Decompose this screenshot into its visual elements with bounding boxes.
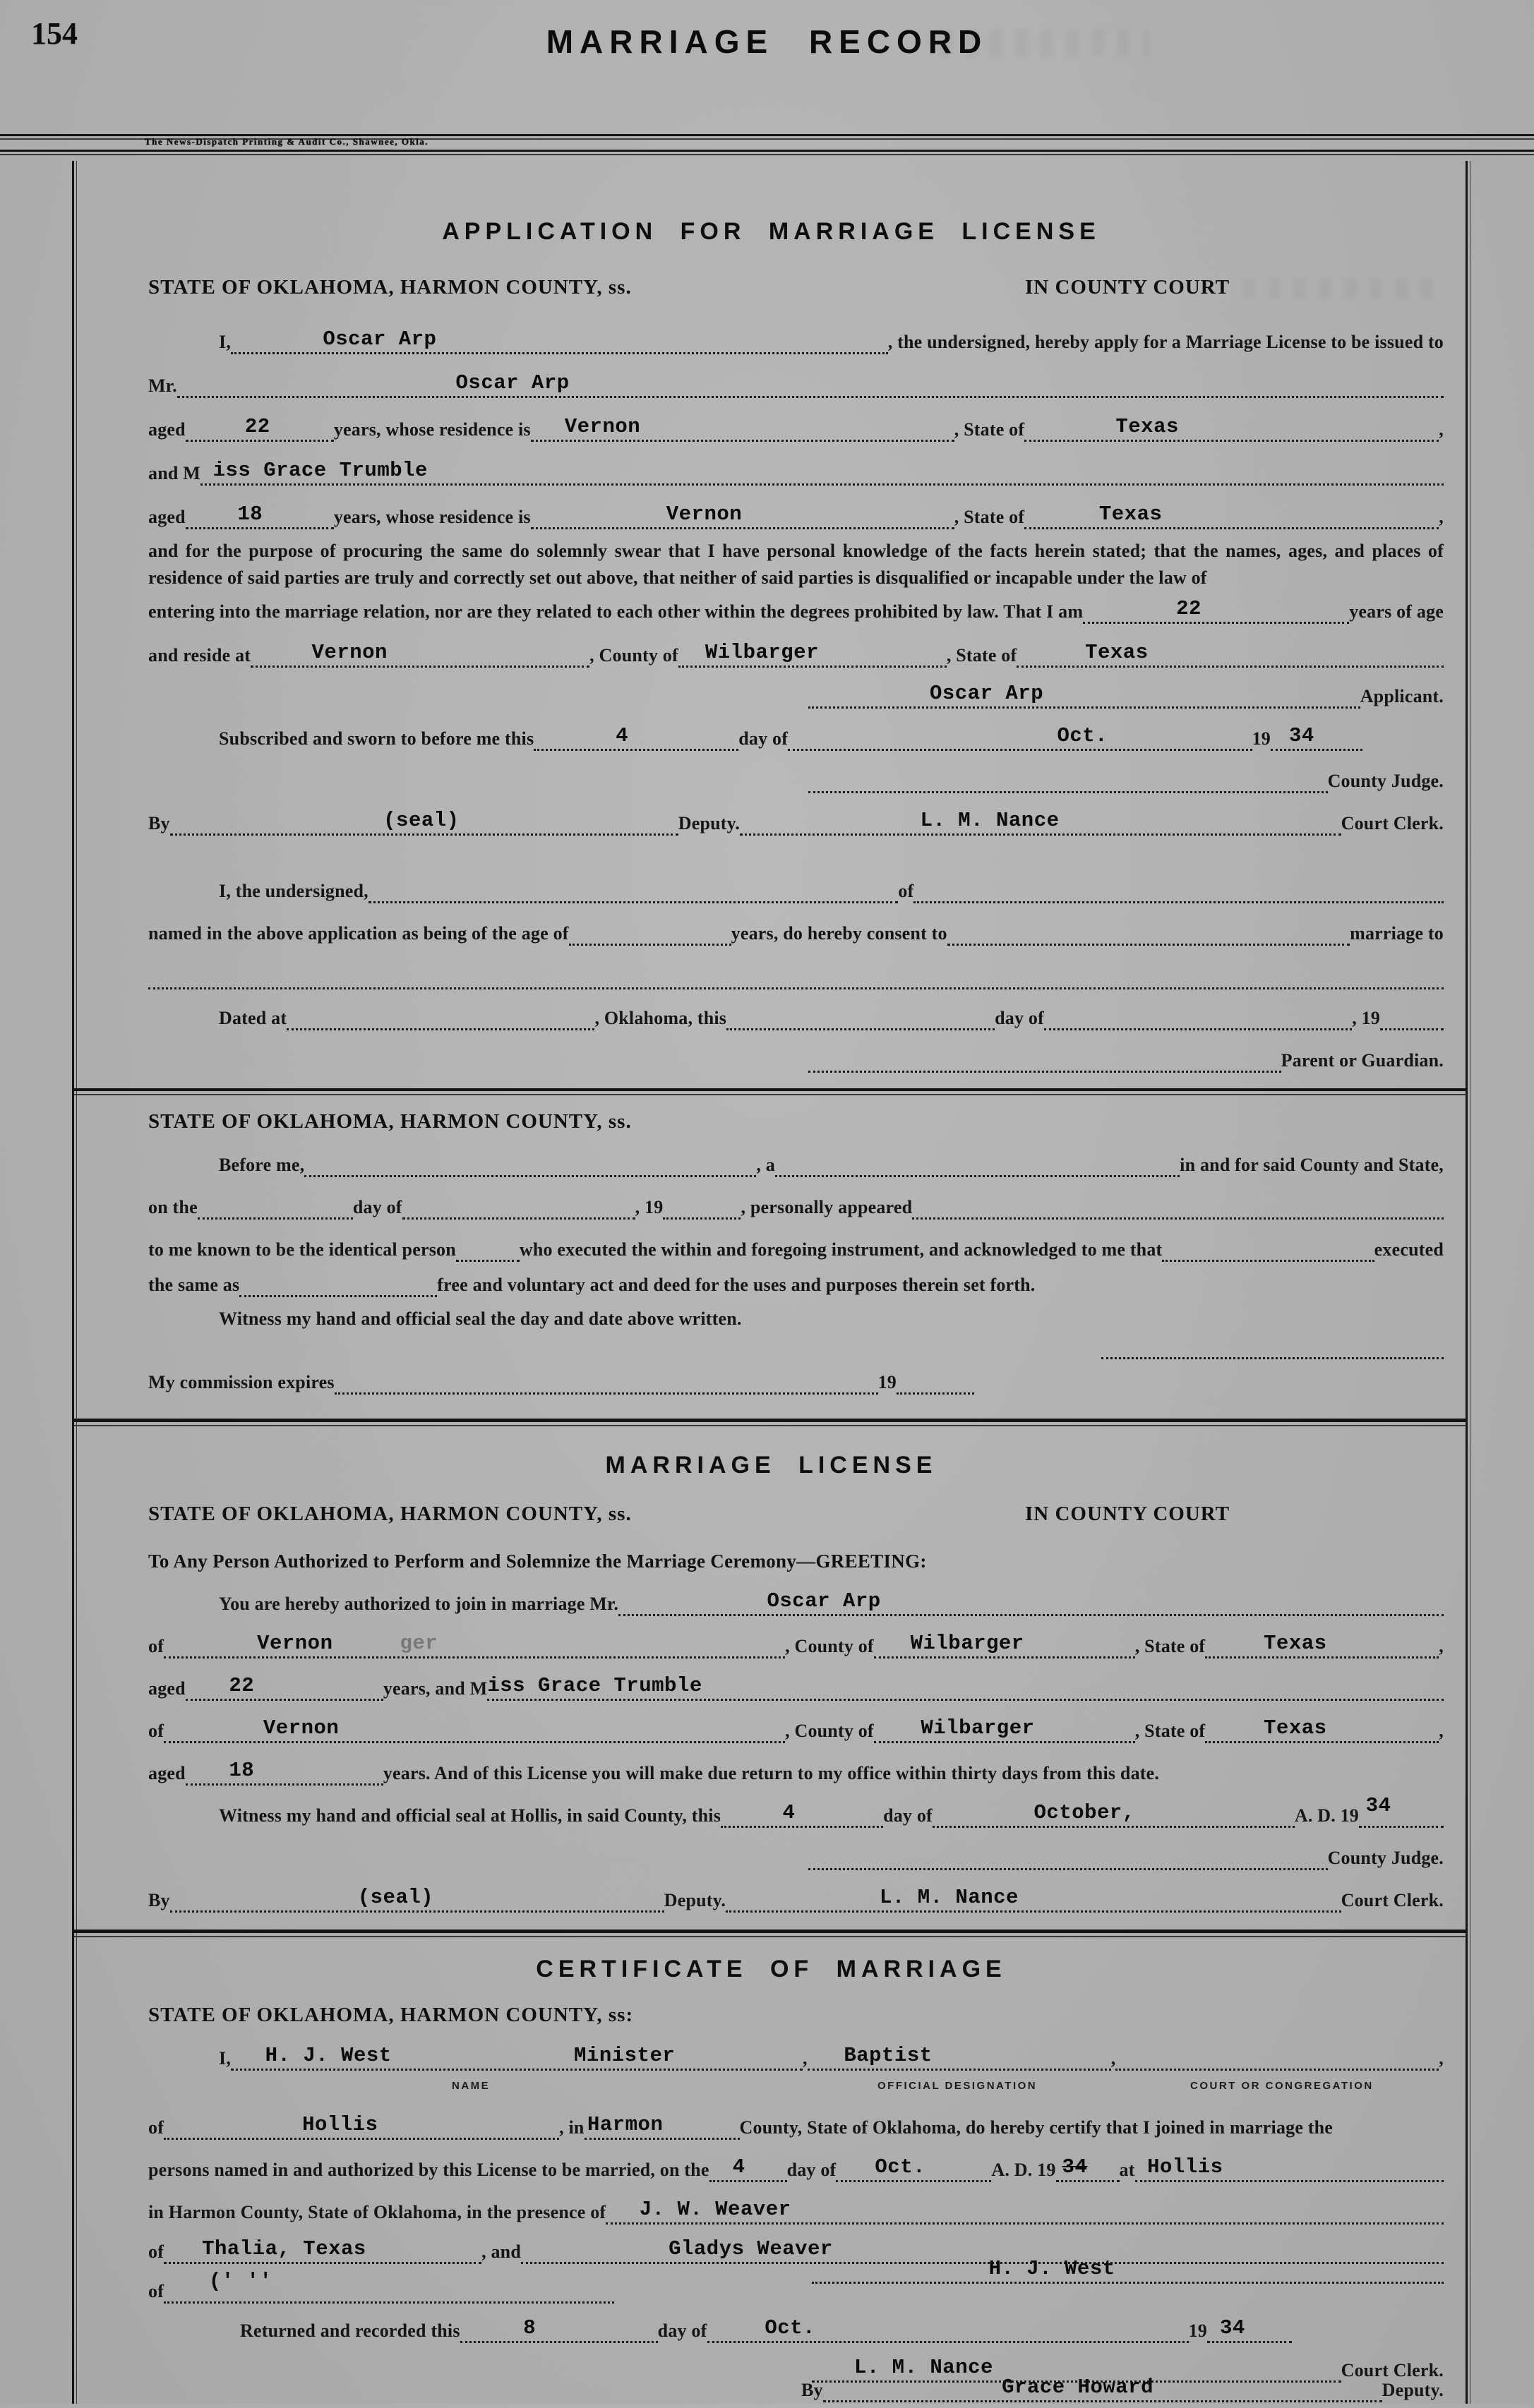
license-court: IN COUNTY COURT — [1025, 1503, 1230, 1525]
label: aged — [148, 507, 186, 528]
blank-consent-day — [726, 1004, 995, 1030]
notary-commission-row — [148, 1369, 974, 1400]
label: free and voluntary act and deed for the uses and purposes therein set forth. — [437, 1275, 1036, 1296]
label: County, State of Oklahoma, do hereby certify that I joined in marriage the — [739, 2117, 1334, 2138]
section-divider — [74, 1419, 1466, 1422]
typed-bride-residence: Vernon — [666, 502, 743, 526]
label: , — [1439, 1721, 1444, 1742]
label: , County of — [785, 1721, 874, 1742]
typed-returned-day: 8 — [523, 2316, 537, 2340]
blank-bride-age — [186, 503, 334, 529]
typed-seal: (seal) — [383, 809, 460, 832]
typed-marriage-year: 34 — [1062, 2155, 1088, 2179]
label: , in — [559, 2117, 585, 2138]
application-line-6 — [148, 598, 1444, 630]
label: 19 — [1188, 2320, 1207, 2342]
judge-label: County Judge. — [1327, 771, 1444, 792]
label: , State of — [954, 419, 1025, 440]
label: By — [148, 813, 170, 834]
blank-bride-state — [1024, 503, 1439, 529]
divider — [0, 150, 1534, 152]
license-greeting: To Any Person Authorized to Perform and Solemnize the Marriage Ceremony—GREETING: — [148, 1551, 927, 1572]
blank-license-groom — [618, 1590, 1444, 1616]
label: day of — [786, 2160, 837, 2181]
typed-license-month: October, — [1033, 1801, 1135, 1824]
license-greeting-row — [148, 1548, 1444, 1579]
application-line-5 — [148, 504, 1444, 535]
blank-license-bride-state — [1205, 1717, 1439, 1743]
label: You are hereby authorized to join in marriage Mr. — [219, 1594, 619, 1615]
typed-bride-name: iss Grace Trumble — [212, 459, 428, 482]
label: , and — [481, 2241, 521, 2263]
blank-marriage-month — [836, 2156, 991, 2182]
license-heading: MARRIAGE LICENSE — [605, 1452, 937, 1479]
certificate-heading: CERTIFICATE OF MARRIAGE — [536, 1956, 1007, 1982]
certificate-line-6-left — [148, 2270, 614, 2309]
application-line-3 — [148, 416, 1444, 447]
typed-certificate-clerk: L. M. Nance — [853, 2356, 993, 2379]
printer-imprint: The News-Dispatch Printing & Audit Co., Shawnee, Okla. — [145, 136, 429, 147]
consent-line-2 — [148, 920, 1444, 951]
label: Witness my hand and official seal the day and date above written. — [219, 1308, 742, 1330]
blank-license-groom-state — [1205, 1632, 1439, 1658]
label: A. D. 19 — [991, 2160, 1056, 2181]
label: 19 — [1252, 728, 1271, 750]
blank-officiant-residence — [164, 2114, 559, 2140]
blank-affiant-state — [1017, 642, 1444, 668]
blank-returned-month — [707, 2317, 1189, 2343]
blank-witness-1-residence — [164, 2238, 481, 2264]
blank-bride-residence — [531, 503, 954, 529]
label: named in the above application as being of the age of — [148, 923, 569, 944]
blank-license-bride — [487, 1675, 1444, 1701]
typed-bride-age: 18 — [237, 502, 263, 526]
blank-notary-title — [775, 1151, 1180, 1177]
license-line-1 — [219, 1591, 1444, 1622]
typed-witness-1-residence: Thalia, Texas — [202, 2237, 366, 2260]
typed-license-bride-state: Texas — [1264, 1716, 1327, 1740]
typed-applicant-signature: Oscar Arp — [929, 682, 1044, 705]
typed-groom-state: Texas — [1115, 415, 1179, 438]
label: years of age — [1349, 601, 1444, 622]
blank-affiant-age — [1083, 598, 1349, 624]
section-divider — [74, 1094, 1466, 1095]
section-divider — [74, 1088, 1466, 1091]
license-line-2 — [148, 1633, 1444, 1664]
blank-officiant-signature — [812, 2258, 1444, 2284]
section-divider — [74, 1936, 1466, 1937]
label: , personally appeared — [741, 1197, 913, 1218]
blank-license-seal — [170, 1886, 664, 1913]
blank-witness-2-residence — [164, 2270, 614, 2304]
blank-sworn-month — [788, 725, 1252, 751]
deputy-label: Deputy. — [678, 813, 741, 834]
blank-groom-state — [1024, 416, 1439, 442]
typed-groom-age: 22 — [244, 415, 270, 438]
notary-signature-row — [1101, 1334, 1444, 1365]
application-line-1 — [219, 329, 1444, 360]
right-border — [1466, 161, 1468, 2404]
application-heading: APPLICATION FOR MARRIAGE LICENSE — [442, 218, 1101, 245]
blank-seal — [170, 809, 678, 836]
blank-notary-month — [402, 1193, 635, 1220]
left-border-echo — [76, 161, 77, 2404]
blank-officiant-designation — [808, 2045, 1111, 2071]
blank-returned-day — [460, 2317, 658, 2343]
typed-license-seal: (seal) — [357, 1886, 434, 1909]
label: , State of — [1134, 1636, 1206, 1657]
typed-sworn-day: 4 — [616, 724, 629, 747]
label: Mr. — [148, 375, 177, 397]
blank-marriage-day — [709, 2156, 787, 2182]
application-judge-row — [808, 768, 1444, 799]
blank-license-groom-age — [186, 1675, 383, 1701]
label: aged — [148, 419, 186, 440]
label: , — [1439, 2048, 1444, 2069]
typed-groom-residence: Vernon — [564, 415, 641, 438]
typed-certificate-deputy: Grace Howard — [1002, 2376, 1154, 2399]
label: entering into the marriage relation, nor are they related to each other within the degrees prohibited by law. That I am — [148, 601, 1084, 622]
blank-consent-to — [947, 920, 1350, 946]
judge-label: County Judge. — [1327, 1848, 1444, 1869]
label: Dated at — [219, 1008, 287, 1029]
clerk-label: Court Clerk. — [1341, 2360, 1444, 2381]
blank-commission-date — [335, 1368, 878, 1395]
application-line-7 — [148, 642, 1444, 673]
blank-affiant-residence — [251, 642, 589, 668]
blank-officiant-congregation — [1115, 2045, 1439, 2071]
label: day of — [738, 728, 789, 750]
clerk-label: Court Clerk. — [1341, 1890, 1444, 1911]
blank-consent-age — [569, 920, 731, 946]
typed-affiant-state: Texas — [1085, 641, 1149, 664]
typed-license-bride-age: 18 — [229, 1759, 255, 1782]
label: , State of — [1134, 1721, 1206, 1742]
typed-marriage-day: 4 — [732, 2155, 745, 2179]
typed-sworn-year: 34 — [1289, 724, 1314, 747]
blank-notary-day — [198, 1193, 353, 1220]
blank-license-bride-county — [874, 1717, 1135, 1743]
consent-line-4 — [219, 1005, 1444, 1036]
consent-line-3 — [148, 964, 1444, 995]
blank-license-clerk — [726, 1886, 1341, 1913]
label: , — [1110, 2048, 1116, 2069]
label: years. And of this License you will make due return to my office within thirty days from this date. — [383, 1763, 1160, 1784]
typed-license-groom-age: 22 — [229, 1674, 255, 1697]
typed-sworn-month: Oct. — [1057, 724, 1108, 747]
label: years, and M — [383, 1678, 488, 1699]
license-line-5 — [148, 1760, 1444, 1791]
blank-officiant-county — [585, 2114, 740, 2140]
label: years, whose residence is — [333, 419, 531, 440]
label: executed — [1374, 1239, 1444, 1260]
field-label-official-designation: OFFICIAL DESIGNATION — [877, 2080, 1038, 2092]
label: , a — [756, 1155, 775, 1176]
label: of — [148, 2281, 164, 2302]
label: I, — [219, 2048, 232, 2069]
typed-clerk-name: L. M. Nance — [920, 809, 1060, 832]
label: , — [1439, 1636, 1444, 1657]
blank-groom-age — [186, 416, 334, 442]
blank-commission-year — [897, 1368, 974, 1395]
label: I, — [219, 332, 232, 353]
typed-ditto-marks: (' '' — [208, 2270, 272, 2293]
label: By — [148, 1890, 170, 1911]
license-judge-row — [808, 1845, 1444, 1876]
label: , the undersigned, hereby apply for a Marriage License to be issued to — [887, 332, 1444, 353]
blank-consent-place — [287, 1004, 594, 1030]
application-line-4 — [148, 460, 1444, 491]
blank-license-groom-residence — [164, 1632, 785, 1658]
label: day of — [883, 1805, 933, 1826]
license-line-3 — [148, 1675, 1444, 1706]
blank-guardian-signature — [808, 1047, 1281, 1073]
typed-marriage-month: Oct. — [875, 2155, 926, 2179]
consent-guardian-row — [808, 1047, 1444, 1078]
blank-license-bride-residence — [164, 1717, 785, 1743]
page-title: MARRIAGE RECORD — [546, 23, 988, 60]
blank-notary-signature — [1101, 1333, 1444, 1359]
notary-witness-row — [219, 1306, 1348, 1337]
blank-license-judge — [808, 1844, 1328, 1870]
blank-sworn-day — [534, 725, 738, 751]
notary-line-1 — [219, 1152, 1444, 1183]
blank-notary-name — [304, 1151, 756, 1177]
blank-witness-1 — [606, 2198, 1444, 2225]
blank-certificate-deputy — [823, 2376, 1382, 2402]
blank-consent-continuation — [148, 963, 1444, 989]
label: I, the undersigned, — [219, 881, 368, 902]
typed-ghost-overstrike: ger — [400, 1632, 438, 1655]
blank-license-day — [721, 1802, 883, 1828]
application-line-2 — [148, 373, 1444, 404]
label: day of — [352, 1197, 402, 1218]
typed-affiant-county: Wilbarger — [705, 641, 819, 664]
consent-line-1 — [219, 878, 1444, 909]
typed-license-groom-state: Texas — [1264, 1632, 1327, 1655]
applicant-label: Applicant. — [1360, 686, 1444, 707]
application-state-county: STATE OF OKLAHOMA, HARMON COUNTY, ss. — [148, 276, 632, 299]
typed-returned-year: 34 — [1220, 2316, 1245, 2340]
blank-license-month — [933, 1802, 1295, 1828]
typed-license-groom: Oscar Arp — [767, 1589, 881, 1613]
label: Witness my hand and official seal at Hollis, in said County, this — [219, 1805, 721, 1826]
application-oath-paragraph: and for the purpose of procuring the same do solemnly swear that I have personal knowledge of the facts herein stated; that the names, ages, and places of residence of said parties are truly and correctly set out above, that neither of said parties is disqualified or incapable under the law of — [148, 541, 1444, 588]
blank-notary-year — [663, 1193, 741, 1220]
label: the same as — [148, 1275, 240, 1296]
typed-bride-state: Texas — [1098, 502, 1163, 526]
blank-marriage-year — [1056, 2156, 1120, 2182]
license-witness-row — [219, 1794, 1444, 1834]
label: Subscribed and sworn to before me this — [219, 728, 534, 750]
notary-line-2 — [148, 1194, 1444, 1225]
label: , 19 — [635, 1197, 664, 1218]
label: in Harmon County, State of Oklahoma, in the presence of — [148, 2202, 606, 2223]
blank-license-groom-county — [874, 1632, 1135, 1658]
label: and M — [148, 463, 200, 484]
typed-officiant-name: H. J. West — [265, 2044, 392, 2067]
typed-officiant-county: Harmon — [587, 2113, 664, 2136]
blank-affiant-county — [678, 642, 947, 668]
typed-license-bride-county: Wilbarger — [921, 1716, 1035, 1740]
typed-license-year: 34 — [1365, 1794, 1391, 1817]
blank-consent-name — [368, 877, 899, 903]
notary-state-county: STATE OF OKLAHOMA, HARMON COUNTY, ss. — [148, 1110, 632, 1133]
blank-notary-that — [1162, 1236, 1374, 1262]
typed-applicant-name: Oscar Arp — [323, 327, 437, 351]
label: , — [1439, 507, 1444, 528]
label: years, do hereby consent to — [731, 923, 947, 944]
label: , 19 — [1352, 1008, 1380, 1029]
typed-license-bride: iss Grace Trumble — [487, 1674, 702, 1697]
label: Before me, — [219, 1155, 305, 1176]
label: of — [148, 2241, 164, 2263]
typed-officiant-signature: H. J. West — [988, 2257, 1115, 2280]
typed-witness-2: Gladys Weaver — [669, 2237, 833, 2260]
blank-returned-year — [1207, 2317, 1292, 2343]
label: day of — [657, 2320, 707, 2342]
label: at — [1119, 2160, 1135, 2181]
deputy-label: Deputy. — [1382, 2380, 1444, 2401]
label: , State of — [946, 645, 1017, 666]
label: of — [148, 2117, 164, 2138]
label: , — [1439, 419, 1444, 440]
blank-license-year — [1359, 1794, 1444, 1828]
page-number: 154 — [31, 16, 78, 51]
typed-license-groom-residence: Vernon — [257, 1632, 333, 1655]
typed-license-clerk: L. M. Nance — [880, 1886, 1019, 1909]
blank-applicant-signature — [808, 682, 1360, 709]
label: , Oklahoma, this — [594, 1008, 727, 1029]
label: marriage to — [1350, 923, 1444, 944]
label: , — [803, 2048, 808, 2069]
label: years, whose residence is — [333, 507, 531, 528]
blank-notary-appeared — [912, 1193, 1444, 1220]
label: of — [898, 881, 914, 902]
label: , State of — [954, 507, 1025, 528]
label: on the — [148, 1197, 198, 1218]
ink-bleed-ghost — [939, 30, 1151, 56]
guardian-label: Parent or Guardian. — [1281, 1050, 1444, 1071]
blank-sworn-year — [1271, 725, 1362, 751]
label: aged — [148, 1763, 186, 1784]
section-divider — [74, 1930, 1466, 1933]
label: in and for said County and State, — [1180, 1155, 1444, 1176]
application-by-row — [148, 810, 1444, 841]
blank-applicant — [231, 328, 888, 354]
typed-officiant-congregation: Baptist — [844, 2044, 933, 2067]
application-court: IN COUNTY COURT — [1025, 276, 1230, 299]
certificate-line-1 — [219, 2045, 1444, 2076]
certificate-state-county: STATE OF OKLAHOMA, HARMON COUNTY, ss: — [148, 2004, 634, 2026]
section-divider — [74, 1425, 1466, 1426]
blank-consent-month — [1044, 1004, 1352, 1030]
typed-affiant-residence: Vernon — [311, 641, 388, 664]
notary-line-3 — [148, 1236, 1444, 1268]
typed-license-day: 4 — [782, 1801, 796, 1824]
label: My commission expires — [148, 1372, 335, 1393]
typed-witness-1: J. W. Weaver — [639, 2198, 791, 2221]
blank-license-bride-age — [186, 1759, 383, 1786]
label: Returned and recorded this — [240, 2320, 460, 2342]
blank-notary-act — [239, 1271, 437, 1297]
field-label-name: NAME — [452, 2080, 491, 2092]
blank-consent-year — [1380, 1004, 1444, 1030]
notary-line-4 — [148, 1272, 1444, 1303]
application-applicant-signature-row — [808, 683, 1444, 714]
label: aged — [148, 1678, 186, 1699]
typed-returned-month: Oct. — [765, 2316, 815, 2340]
license-line-4 — [148, 1718, 1444, 1749]
license-by-row — [148, 1887, 1444, 1918]
blank-groom-name — [177, 372, 1444, 398]
label: to me known to be the identical person — [148, 1239, 456, 1260]
typed-officiant-residence: Hollis — [302, 2113, 378, 2136]
label: who executed the within and foregoing instrument, and acknowledged to me that — [519, 1239, 1163, 1260]
typed-officiant-designation: Minister — [574, 2044, 676, 2067]
divider — [0, 154, 1534, 155]
certificate-line-4 — [148, 2199, 1444, 2230]
blank-clerk-signature — [740, 809, 1341, 836]
typed-affiant-age: 22 — [1176, 597, 1202, 620]
blank-notary-person — [456, 1236, 520, 1262]
blank-bride-name — [200, 459, 1444, 486]
field-label-court-or-congregation: COURT OR CONGREGATION — [1190, 2080, 1374, 2092]
clerk-label: Court Clerk. — [1341, 813, 1444, 834]
typed-marriage-place: Hollis — [1147, 2155, 1223, 2179]
label: By — [801, 2380, 823, 2401]
certificate-line-2 — [148, 2114, 1444, 2145]
typed-groom-name: Oscar Arp — [455, 371, 570, 395]
ink-bleed-ghost — [1242, 278, 1440, 299]
certificate-officiant-signature-row — [812, 2258, 1444, 2289]
license-state-county: STATE OF OKLAHOMA, HARMON COUNTY, ss. — [148, 1503, 632, 1525]
label: 19 — [877, 1372, 897, 1393]
label: persons named in and authorized by this License to be married, on the — [148, 2160, 709, 2181]
label: A. D. 19 — [1294, 1805, 1359, 1826]
typed-license-bride-residence: Vernon — [263, 1716, 340, 1740]
typed-license-groom-county: Wilbarger — [910, 1632, 1024, 1655]
label: of — [148, 1721, 164, 1742]
blank-groom-residence — [531, 416, 954, 442]
application-sworn-row — [219, 726, 1362, 757]
left-border — [72, 161, 74, 2404]
certificate-returned-row — [240, 2318, 1292, 2349]
label: of — [148, 1636, 164, 1657]
label: , County of — [589, 645, 678, 666]
certificate-by-row — [801, 2377, 1444, 2408]
blank-marriage-place — [1135, 2156, 1444, 2182]
blank-judge-signature — [808, 767, 1328, 793]
blank-officiant-name — [231, 2045, 803, 2071]
certificate-line-3 — [148, 2157, 1444, 2188]
label: , County of — [785, 1636, 874, 1657]
blank-consent-of — [913, 877, 1444, 903]
label: and reside at — [148, 645, 251, 666]
label: day of — [995, 1008, 1044, 1029]
deputy-label: Deputy. — [664, 1890, 726, 1911]
